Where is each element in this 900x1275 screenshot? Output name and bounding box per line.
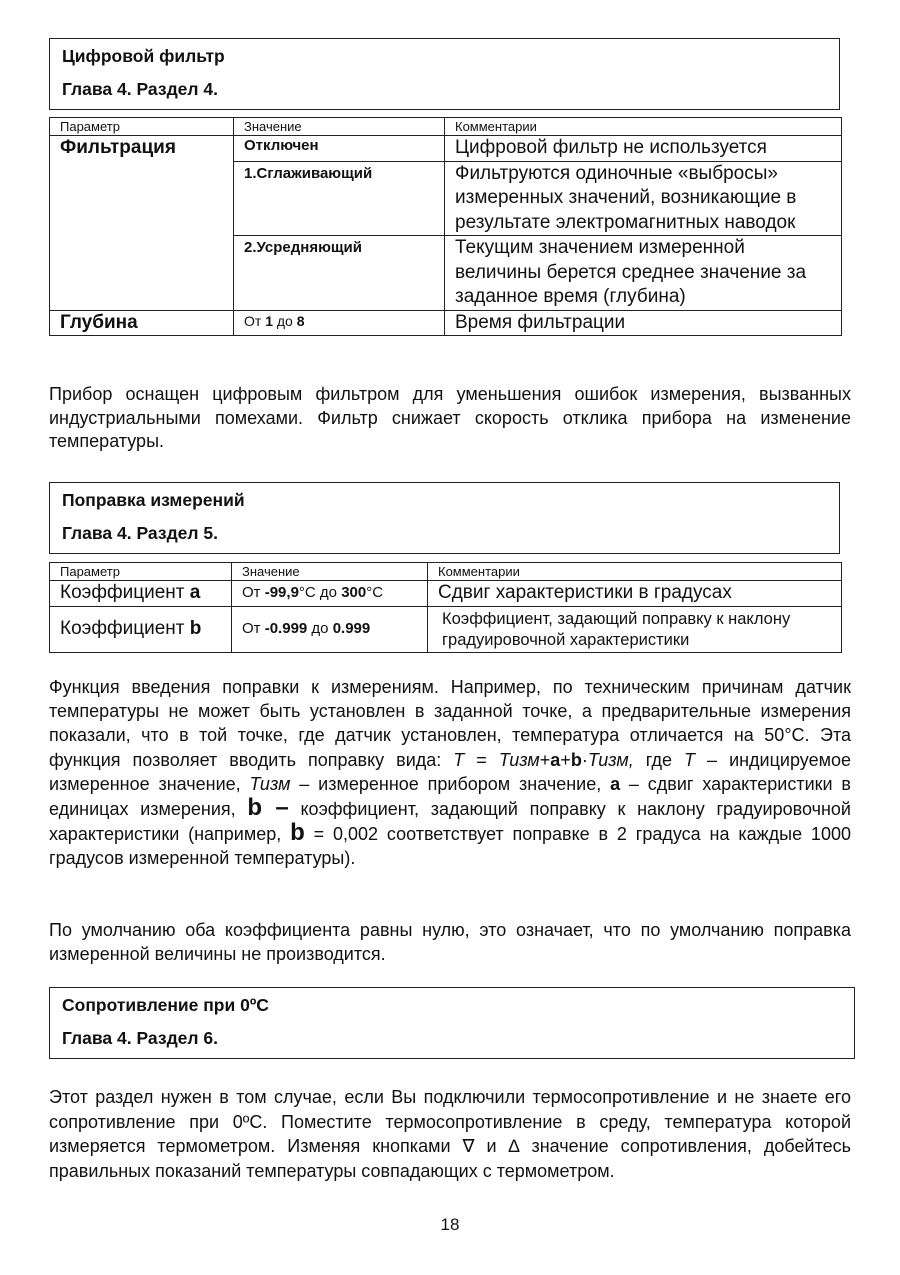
header-value: Значение xyxy=(234,118,445,136)
table-row xyxy=(50,136,842,162)
paragraph-text: Функция введения поправки к измерениям. Например, по техническим причинам датчик температуры не может быть установлен в заданной точке, а предварительные измерения показали, что в той точке, где датчик установлен, температура отличается на 50°С. Эта функция позволяет вводить поправку вида: xyxy=(49,677,851,770)
resistance-description xyxy=(49,1085,851,1183)
formula-dot: · xyxy=(581,749,588,770)
comment-cell: Сдвиг характеристики в градусах xyxy=(428,581,842,607)
symbol-T: T xyxy=(684,749,696,770)
section-header-correction xyxy=(49,482,840,554)
section-title: Поправка измерений xyxy=(62,490,245,510)
value-text: °C до xyxy=(298,584,342,601)
section-chapter: Глава 4. Раздел 4. xyxy=(62,79,218,99)
value-cell xyxy=(232,581,428,607)
header-comment: Комментарии xyxy=(445,118,842,136)
section-chapter: Глава 4. Раздел 6. xyxy=(62,1028,218,1048)
symbol-a: a xyxy=(610,773,621,794)
header-comment: Комментарии xyxy=(428,563,842,581)
value-to: 8 xyxy=(296,312,305,329)
header-param: Параметр xyxy=(50,118,234,136)
section-header-digital-filter xyxy=(49,38,840,110)
table-row xyxy=(50,606,842,652)
comment-cell: Текущим значением измеренной величины берется среднее значение за заданное время (глубина) xyxy=(445,236,842,311)
value-to: 300 xyxy=(341,584,367,601)
symbol-b: b xyxy=(290,819,305,847)
value-to: 0.999 xyxy=(332,620,371,637)
symbol-Tizm: Тизм xyxy=(249,773,291,794)
value-cell xyxy=(234,310,445,336)
param-symbol: a xyxy=(189,582,201,603)
value-text: до xyxy=(307,620,333,637)
table-header-row xyxy=(50,118,842,136)
value-cell xyxy=(232,606,428,652)
value-from: -99,9 xyxy=(264,584,299,601)
formula-T: T xyxy=(453,749,465,770)
paragraph-text: коэффициент, задающий поправку к наклону градуировочной характеристики (например, xyxy=(49,799,851,845)
paragraph-text: где xyxy=(633,749,685,770)
param-text: Коэффициент xyxy=(60,582,190,603)
correction-description xyxy=(49,675,851,871)
formula-Tizm: Тизм xyxy=(498,749,540,770)
symbol-b: b – xyxy=(247,794,289,822)
comment-cell: Цифровой фильтр не используется xyxy=(445,136,842,162)
formula-eq: = xyxy=(464,749,499,770)
comment-cell: Время фильтрации xyxy=(445,310,842,336)
filter-params-table xyxy=(49,117,842,336)
section-chapter: Глава 4. Раздел 5. xyxy=(62,523,218,543)
paragraph-text: Прибор оснащен цифровым фильтром для уменьшения ошибок измерения, вызванных индустриальными помехами. Фильтр снижает скорость отклика прибора на изменение температуры. xyxy=(49,384,851,451)
param-text: Коэффициент xyxy=(60,618,190,639)
page-number: 18 xyxy=(440,1215,460,1234)
section-title: Цифровой фильтр xyxy=(62,46,225,66)
header-param: Параметр xyxy=(50,563,232,581)
param-cell: Фильтрация xyxy=(50,136,234,311)
section-title: Сопротивление при 0ºС xyxy=(62,995,269,1015)
formula-b: b xyxy=(570,749,582,770)
filter-description xyxy=(49,383,851,454)
formula-Tizm: Тизм, xyxy=(587,749,634,770)
header-value: Значение xyxy=(232,563,428,581)
param-cell xyxy=(50,581,232,607)
correction-params-table xyxy=(49,562,842,653)
param-symbol: b xyxy=(189,618,202,639)
formula-a: a xyxy=(550,749,561,770)
value-text: до xyxy=(273,312,297,329)
paragraph-text: – индицируемое измеренное значение, xyxy=(49,749,851,794)
value-text: От xyxy=(244,312,266,329)
paragraph-text: = 0,002 соответствует поправке в 2 градуса на каждые 1000 градусов измеренной температуры). xyxy=(49,824,851,869)
comment-cell: Фильтруются одиночные «выбросы» измеренных значений, возникающие в результате электромагнитных наводок xyxy=(445,161,842,236)
paragraph-text: Этот раздел нужен в том случае, если Вы подключили термосопротивление и не знаете его сопротивление при 0ºС. Поместите термосопротивление в среду, температура которой измеряется термометром. Изменяя кнопками ∇ и ∆ значение сопротивления, добейтесь правильных показаний температуры совпадающих с термометром. xyxy=(49,1087,851,1181)
table-row xyxy=(50,310,842,336)
section-header-resistance xyxy=(49,987,855,1059)
paragraph-text: По умолчанию оба коэффициента равны нулю, это означает, что по умолчанию поправка измеренной величины не производится. xyxy=(49,920,851,964)
value-text: От xyxy=(242,620,265,637)
paragraph-text: – сдвиг характеристики в единицах измерения, xyxy=(49,773,851,820)
value-from: -0.999 xyxy=(264,620,308,637)
param-cell: Глубина xyxy=(50,310,234,336)
default-description xyxy=(49,919,851,966)
value-cell: 1.Сглаживающий xyxy=(234,161,445,236)
value-cell: Отключен xyxy=(234,136,445,162)
value-cell: 2.Усредняющий xyxy=(234,236,445,311)
paragraph-text: – измеренное прибором значение, xyxy=(290,773,611,794)
table-row xyxy=(50,581,842,607)
comment-cell: Коэффициент, задающий поправку к наклону градуировочной характеристики xyxy=(428,606,842,652)
formula-plus: + xyxy=(539,749,551,770)
table-header-row xyxy=(50,563,842,581)
value-from: 1 xyxy=(265,312,273,329)
value-text: От xyxy=(242,584,265,601)
param-cell xyxy=(50,606,232,652)
formula-plus: + xyxy=(560,749,571,770)
value-text: °C xyxy=(366,584,384,601)
